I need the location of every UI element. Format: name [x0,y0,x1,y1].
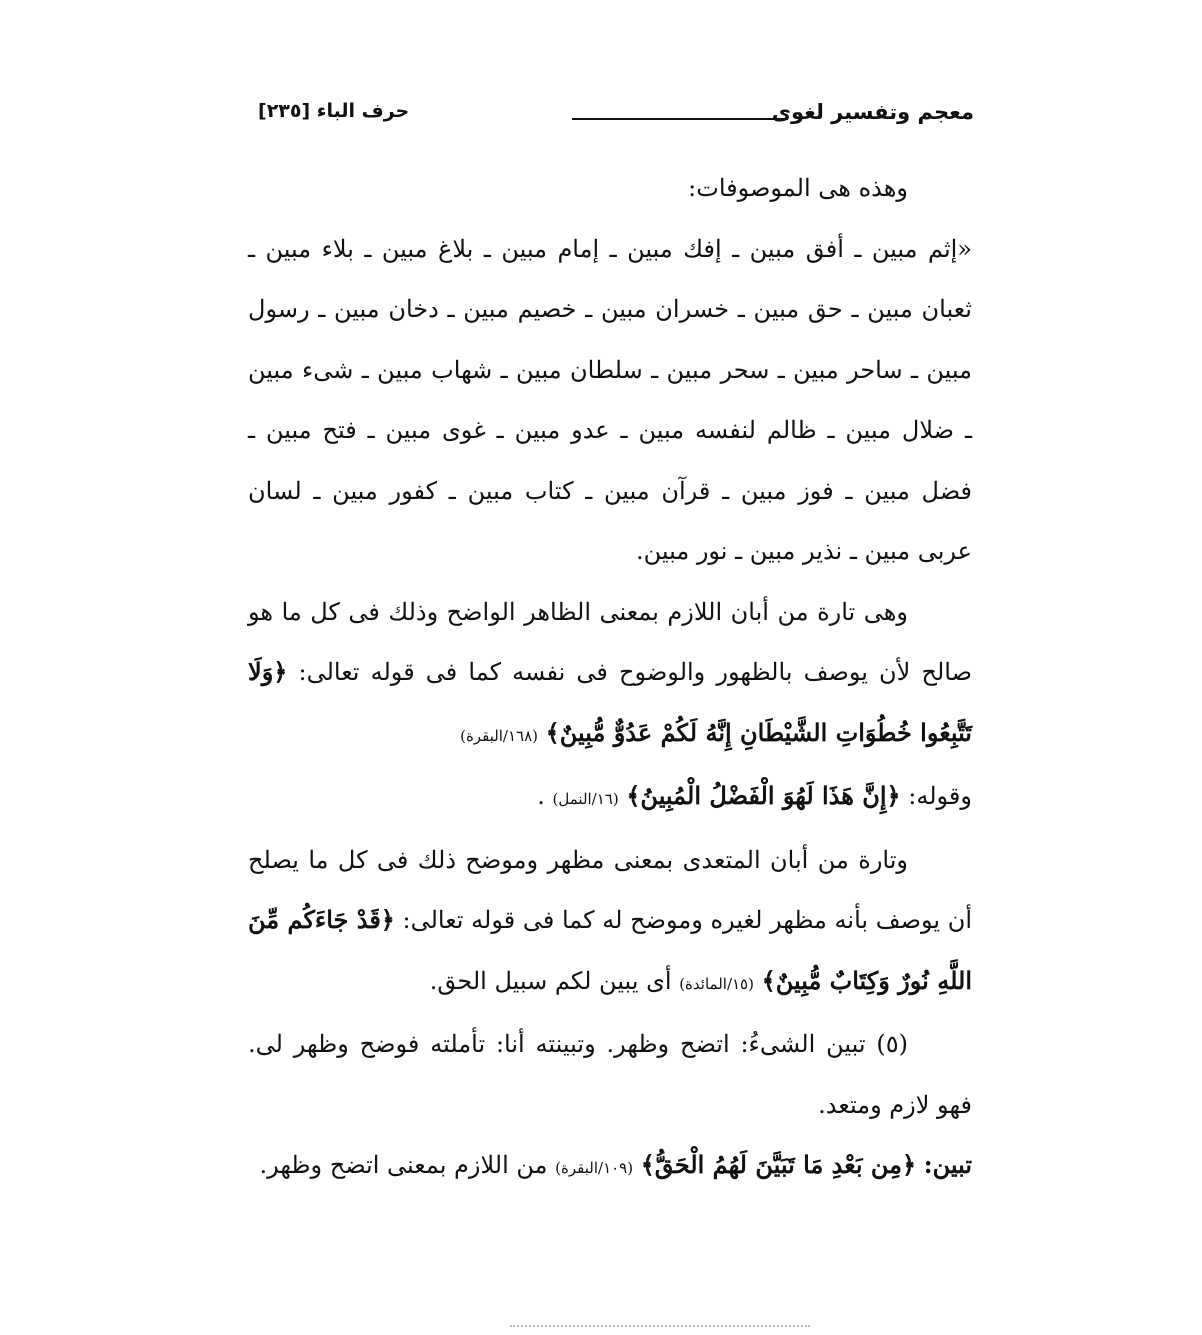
paragraph-text: وقوله: [908,782,972,810]
paragraph-second-example [248,766,972,830]
verse-reference: (١٦٨/البقرة) [460,726,539,745]
quran-verse: ﴿وَلَا تَتَّبِعُوا خُطُوَاتِ الشَّيْطَانِ إِنَّهُ لَكُمْ عَدُوٌّ مُّبِينٌ﴾ [248,657,972,747]
paragraph-intransitive [248,582,972,767]
book-title: معجم وتفسير لغوى [771,100,974,124]
paragraph-end: من اللازم بمعنى اتضح وظهر. [259,1151,548,1179]
header-rule [572,118,788,120]
paragraph-transitive [248,830,972,1015]
quran-verse: ﴿قَدْ جَاءَكُم مِّنَ اللَّهِ نُورٌ وَكِتَابٌ مُّبِينٌ﴾ [248,905,972,995]
body-text [248,158,972,1199]
descriptor-list: «إثم مبين ـ أفق مبين ـ إفك مبين ـ إمام مبين ـ بلاغ مبين ـ بلاء مبين ـ ثعبان مبين ـ حق مبين ـ خسران مبين ـ خصيم مبين ـ دخان مبين ـ رسول مبين ـ ساحر مبين ـ سحر مبين ـ سلطان مبين ـ شهاب مبين ـ شىء مبين ـ ضلال مبين ـ ظالم لنفسه مبين ـ عدو مبين ـ غوى مبين ـ فتح مبين ـ فضل مبين ـ فوز مبين ـ قرآن مبين ـ كتاب مبين ـ كفور مبين ـ لسان عربى مبين ـ نذير مبين ـ نور مبين. [248,234,972,565]
quran-verse: ﴿إِنَّ هَذَا لَهُوَ الْفَضْلُ الْمُبِينُ﴾ [626,781,901,810]
paragraph-tabayyun: (٥) تبين الشىءُ: اتضح وظهر. وتبينته أنا: تأملته فوضح وظهر لى. فهو لازم ومتعد. [248,1030,972,1119]
paragraph-end: أى يبين لكم سبيل الحق. [429,966,672,995]
scan-artifact [510,1325,810,1327]
paragraph-text: وهى تارة من أبان اللازم بمعنى الظاهر الواضح وذلك فى كل ما هو صالح لأن يوصف بالظهور والوضوح فى نفسه كما فى قوله تعالى: [248,597,972,686]
verse-reference: (١٦/النمل) [552,790,619,808]
paragraph-end: . [537,782,545,810]
quran-verse: ﴿مِن بَعْدِ مَا تَبَيَّنَ لَهُمُ الْحَقُّ﴾ [640,1150,917,1179]
section-and-page-number: حرف الباء [٢٣٥] [258,100,410,122]
verse-reference: (١٠٩/البقرة) [555,1159,634,1177]
term-label: تبين: [923,1150,972,1179]
intro-line: وهذه هى الموصوفات: [688,174,908,202]
paragraph-tabayyun-example [248,1135,972,1199]
verse-reference: (١٥/المائدة) [679,974,754,993]
paragraph-text: وتارة من أبان المتعدى بمعنى مظهر وموضح ذلك فى كل ما يصلح أن يوصف بأنه مظهر لغيره وموضح له كما فى قوله تعالى: [248,845,972,934]
running-header [258,100,974,134]
